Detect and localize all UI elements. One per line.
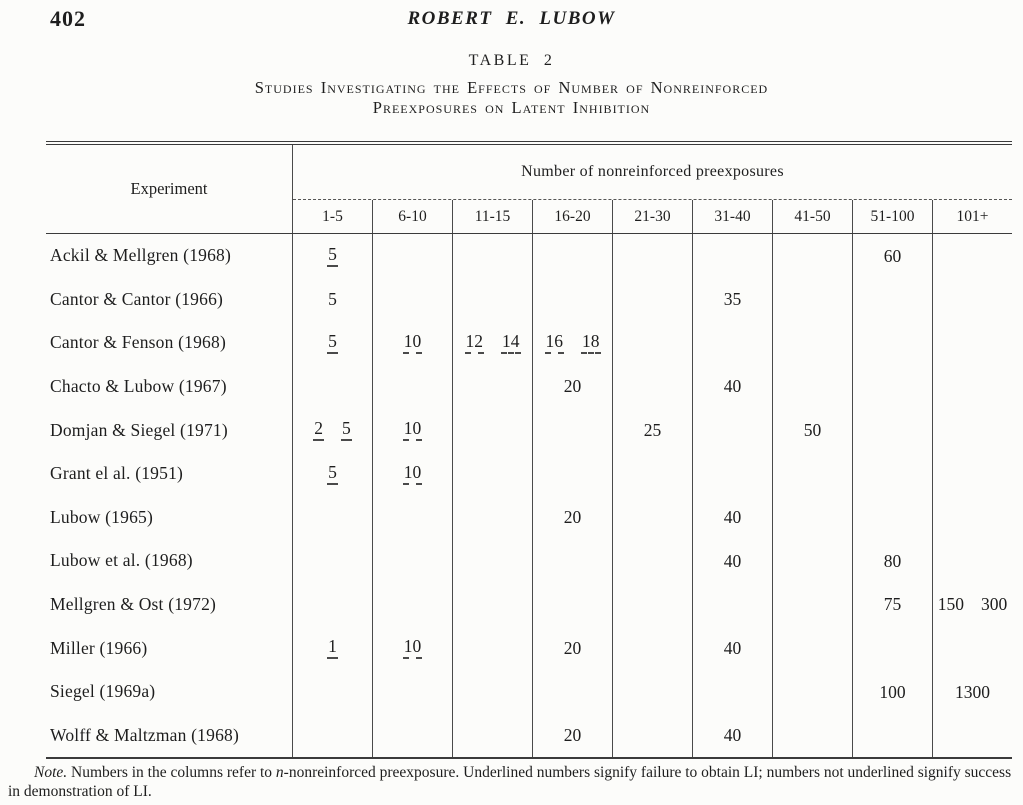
- preexposure-value: 35: [723, 289, 742, 310]
- preexposure-value: 40: [723, 725, 742, 746]
- table-cell: [612, 626, 692, 670]
- table-cell: [532, 583, 612, 627]
- table-cell: [852, 365, 932, 409]
- table-cell: [852, 278, 932, 322]
- table-cell: [372, 496, 452, 540]
- preexposure-value: 40: [723, 637, 742, 658]
- table-cell: [452, 278, 532, 322]
- table-cell: [772, 408, 852, 452]
- table-cell: [612, 496, 692, 540]
- column-header: 41-50: [772, 200, 852, 233]
- preexposure-value-underlined: 10: [403, 637, 423, 659]
- preexposure-value: 100: [879, 681, 906, 702]
- table-cell: [293, 452, 372, 496]
- table-body: [46, 234, 1012, 757]
- table-cell: [612, 365, 692, 409]
- table-row: [46, 452, 1012, 496]
- table-row: [46, 321, 1012, 365]
- table-cell: [532, 408, 612, 452]
- table-cell: [772, 626, 852, 670]
- table-cell: [772, 539, 852, 583]
- table-cell: [452, 452, 532, 496]
- experiment-name: Cantor & Cantor (1966): [46, 278, 293, 322]
- preexposure-value-underlined: 1: [327, 637, 338, 659]
- preexposure-value-underlined: 18: [581, 332, 601, 354]
- table-label: TABLE 2: [468, 52, 555, 69]
- experiment-name: Lubow et al. (1968): [46, 539, 293, 583]
- table-cell: [692, 583, 772, 627]
- table-cell: [932, 583, 1012, 627]
- preexposure-value-underlined: 2: [313, 419, 324, 441]
- experiment-name: Mellgren & Ost (1972): [46, 583, 293, 627]
- table-cell: [293, 278, 372, 322]
- column-header: 21-30: [612, 200, 692, 233]
- preexposures-table: [46, 141, 1012, 759]
- experiment-column-header: Experiment: [46, 145, 293, 233]
- preexposure-value: 20: [563, 376, 582, 397]
- table-cell: [932, 234, 1012, 278]
- table-cell: [772, 365, 852, 409]
- experiment-name: Chacto & Lubow (1967): [46, 365, 293, 409]
- table-caption-line-1: Studies Investigating the Effects of Number of Nonreinforced: [254, 78, 769, 97]
- span-header-group: [293, 145, 1012, 233]
- experiment-name: Grant el al. (1951): [46, 452, 293, 496]
- preexposure-value-underlined: 5: [327, 332, 338, 354]
- table-cell: [452, 496, 532, 540]
- note-n-italic: n: [275, 764, 284, 781]
- table-cell: [532, 278, 612, 322]
- preexposure-value: 5: [328, 289, 337, 310]
- table-cell: [293, 539, 372, 583]
- table-cell: [452, 539, 532, 583]
- table-cell: [532, 365, 612, 409]
- table-cell: [852, 452, 932, 496]
- experiment-name: Wolff & Maltzman (1968): [46, 714, 293, 758]
- experiment-name: Miller (1966): [46, 626, 293, 670]
- table-cell: [692, 496, 772, 540]
- table-cell: [852, 670, 932, 714]
- preexposure-value: 40: [723, 507, 742, 528]
- table-row: [46, 234, 1012, 278]
- table-cell: [772, 583, 852, 627]
- table-cell: [852, 408, 932, 452]
- preexposure-value: 20: [563, 637, 582, 658]
- table-cell: [293, 365, 372, 409]
- table-cell: [692, 539, 772, 583]
- table-cell: [692, 278, 772, 322]
- table-row: [46, 714, 1012, 758]
- table-cell: [372, 234, 452, 278]
- table-cell: [532, 626, 612, 670]
- table-cell: [612, 278, 692, 322]
- table-cell: [692, 714, 772, 758]
- table-cell: [452, 408, 532, 452]
- table-row: [46, 496, 1012, 540]
- table-cell: [293, 321, 372, 365]
- column-header: 31-40: [692, 200, 772, 233]
- table-cell: [612, 539, 692, 583]
- table-cell: [372, 626, 452, 670]
- table-cell: [293, 670, 372, 714]
- table-cell: [293, 583, 372, 627]
- table-cell: [692, 321, 772, 365]
- table-cell: [852, 539, 932, 583]
- table-cell: [372, 452, 452, 496]
- preexposure-value-underlined: 14: [501, 332, 521, 354]
- preexposure-value: 25: [643, 419, 662, 440]
- column-header: 6-10: [372, 200, 452, 233]
- table-cell: [612, 321, 692, 365]
- preexposure-value: 50: [803, 419, 822, 440]
- preexposure-value-underlined: 10: [403, 332, 423, 354]
- table-cell: [692, 452, 772, 496]
- table-cell: [372, 714, 452, 758]
- table-cell: [452, 670, 532, 714]
- table-cell: [932, 408, 1012, 452]
- table-cell: [293, 408, 372, 452]
- preexposure-value: 300: [981, 594, 1008, 615]
- running-head: ROBERT E. LUBOW: [407, 8, 616, 29]
- note-text-1: Numbers in the columns refer to: [67, 764, 276, 781]
- preexposure-value: 60: [883, 245, 902, 266]
- table-header: [46, 145, 1012, 234]
- preexposure-value: 1300: [955, 681, 990, 702]
- table-cell: [852, 714, 932, 758]
- table-cell: [372, 408, 452, 452]
- table-cell: [852, 234, 932, 278]
- table-cell: [372, 583, 452, 627]
- table-cell: [772, 496, 852, 540]
- table-cell: [932, 539, 1012, 583]
- table-cell: [612, 714, 692, 758]
- table-row: [46, 278, 1012, 322]
- table-cell: [612, 583, 692, 627]
- table-cell: [612, 234, 692, 278]
- table-cell: [612, 452, 692, 496]
- table-caption-line-2: Preexposures on Latent Inhibition: [372, 98, 651, 117]
- preexposure-value-underlined: 5: [341, 419, 352, 441]
- preexposure-value: 75: [883, 594, 902, 615]
- page-number: 402: [50, 6, 86, 31]
- table-cell: [852, 626, 932, 670]
- note-label: Note.: [34, 764, 68, 781]
- preexposure-value: 20: [563, 507, 582, 528]
- table-cell: [932, 321, 1012, 365]
- column-header: 1-5: [322, 207, 343, 225]
- table-cell: [772, 670, 852, 714]
- table-cell: [372, 365, 452, 409]
- table-cell: [293, 626, 372, 670]
- column-headers-row: [293, 200, 1012, 233]
- preexposure-value-underlined: 10: [403, 419, 423, 441]
- table-caption: [0, 78, 1023, 118]
- table-cell: [293, 496, 372, 540]
- table-cell: [772, 278, 852, 322]
- table-cell: [932, 365, 1012, 409]
- table-cell: [452, 583, 532, 627]
- table-cell: [372, 539, 452, 583]
- note-text-2: -nonreinforced preexposure. Underlined numbers signify failure to obtain LI; numbers not underlined signify success in demonstration of LI.: [8, 764, 1012, 800]
- preexposure-value-underlined: 5: [327, 245, 338, 267]
- table-row: [46, 670, 1012, 714]
- table-cell: [293, 234, 372, 278]
- preexposure-value-underlined: 10: [403, 463, 423, 485]
- preexposure-value: 40: [723, 550, 742, 571]
- preexposure-value: 150: [937, 594, 964, 615]
- table-cell: [932, 714, 1012, 758]
- column-header: 51-100: [852, 200, 932, 233]
- table-cell: [372, 670, 452, 714]
- table-cell: [932, 626, 1012, 670]
- table-cell: [772, 452, 852, 496]
- table-cell: [372, 278, 452, 322]
- experiment-name: Domjan & Siegel (1971): [46, 408, 293, 452]
- preexposure-value: 20: [563, 725, 582, 746]
- table-cell: [372, 321, 452, 365]
- column-header: 101+: [932, 200, 1012, 233]
- table-cell: [612, 670, 692, 714]
- table-cell: [692, 365, 772, 409]
- table-cell: [772, 321, 852, 365]
- table-cell: [932, 496, 1012, 540]
- table-cell: [532, 539, 612, 583]
- experiment-name: Lubow (1965): [46, 496, 293, 540]
- table-cell: [772, 234, 852, 278]
- table-cell: [293, 714, 372, 758]
- table-cell: [772, 714, 852, 758]
- table-row: [46, 365, 1012, 409]
- table-cell: [852, 496, 932, 540]
- table-cell: [532, 452, 612, 496]
- table-cell: [612, 408, 692, 452]
- table-row: [46, 408, 1012, 452]
- table-cell: [692, 670, 772, 714]
- experiment-name: Cantor & Fenson (1968): [46, 321, 293, 365]
- table-row: [46, 539, 1012, 583]
- table-cell: [692, 626, 772, 670]
- preexposure-value: 80: [883, 550, 902, 571]
- table-cell: [692, 408, 772, 452]
- table-cell: [692, 234, 772, 278]
- table-cell: [532, 234, 612, 278]
- preexposure-value-underlined: 16: [545, 332, 565, 354]
- table-cell: [932, 452, 1012, 496]
- table-cell: [932, 278, 1012, 322]
- experiment-name: Ackil & Mellgren (1968): [46, 234, 293, 278]
- table-row: [46, 583, 1012, 627]
- preexposure-value-underlined: 12: [465, 332, 485, 354]
- table-cell: [452, 321, 532, 365]
- table-cell: [852, 321, 932, 365]
- table-cell: [932, 670, 1012, 714]
- table-cell: [532, 321, 612, 365]
- table-cell: [852, 583, 932, 627]
- experiment-name: Siegel (1969a): [46, 670, 293, 714]
- table-cell: [452, 714, 532, 758]
- table-cell: [452, 626, 532, 670]
- table-cell: [532, 496, 612, 540]
- table-cell: [532, 670, 612, 714]
- span-header: Number of nonreinforced preexposures: [293, 145, 1012, 200]
- table-note: [8, 763, 1012, 801]
- column-header: 11-15: [452, 200, 532, 233]
- table-cell: [532, 714, 612, 758]
- column-header: 16-20: [532, 200, 612, 233]
- table-row: [46, 626, 1012, 670]
- table-cell: [452, 234, 532, 278]
- preexposure-value-underlined: 5: [327, 463, 338, 485]
- table-cell: [452, 365, 532, 409]
- preexposure-value: 40: [723, 376, 742, 397]
